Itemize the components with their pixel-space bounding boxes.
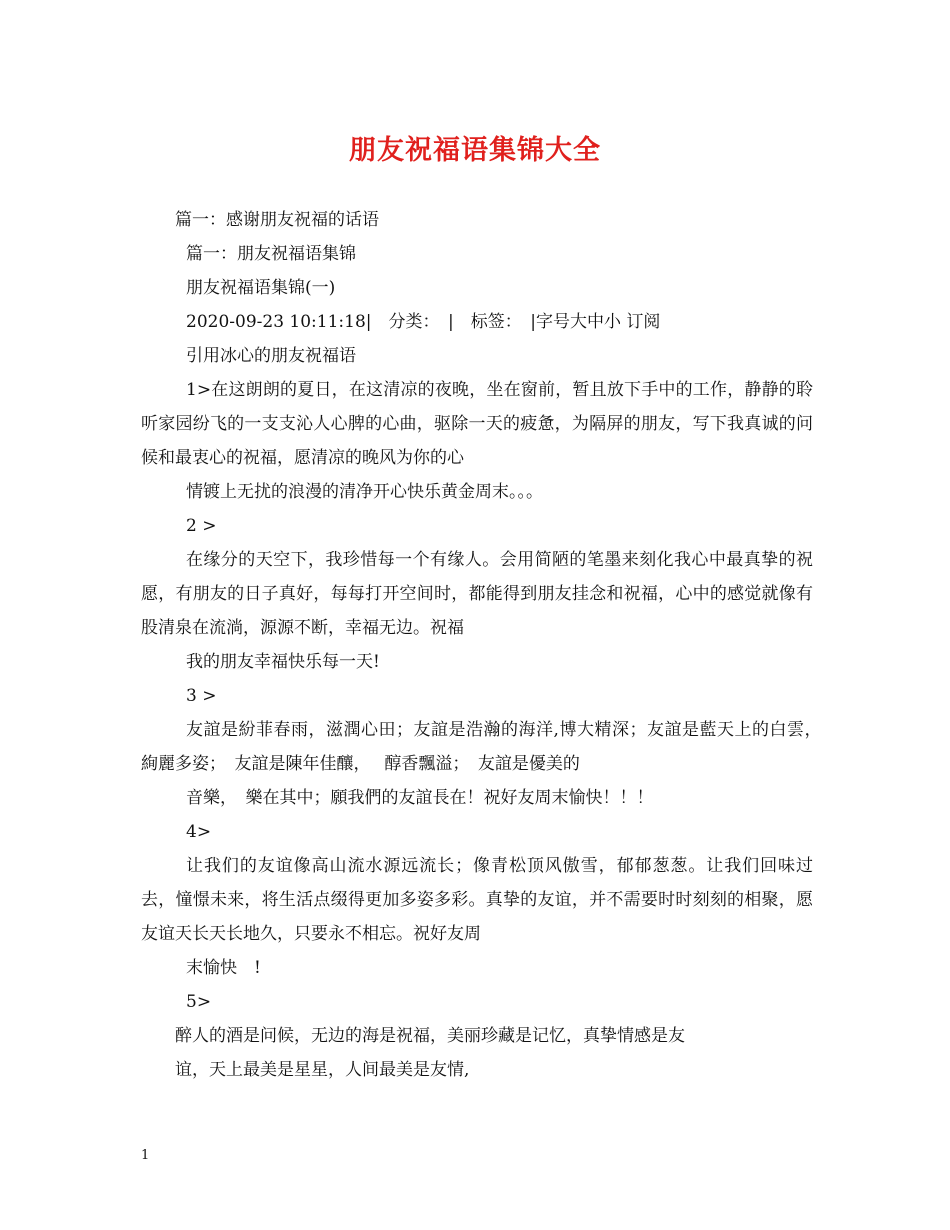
item-number-3: 3 > [186, 686, 217, 706]
paragraph-5-line-2: 谊，天上最美是星星，人间最美是友情, [175, 1060, 470, 1080]
paragraph-1: 1>在这朗朗的夏日，在这清凉的夜晚，坐在窗前，暂且放下手中的工作，静静的聆听家园纷飞的一支支沁人心脾的心曲，驱除一天的疲惫，为隔屏的朋友，写下我真诚的问候和最衷心的祝福，愿清凉的晚风为你的心 [141, 380, 813, 468]
paragraph-4-end: 末愉快 ! [186, 958, 261, 978]
post-meta-line: 2020-09-23 10:11:18| 分类： | 标签： |字号大中小 订阅 [186, 312, 661, 332]
paragraph-1-end: 情镀上无扰的浪漫的清净开心快乐黄金周末。。。 [186, 482, 543, 502]
paragraph-4: 让我们的友谊像高山流水源远流长；像青松顶风傲雪，郁郁葱葱。让我们回味过去，憧憬未来，将生活点缀得更加多姿多彩。真挚的友谊，并不需要时时刻刻的相聚，愿友谊天长天长地久，只要永不相忘。祝好友周 [141, 856, 813, 944]
collection-heading: 朋友祝福语集锦(一) [186, 278, 336, 298]
page-number: 1 [141, 1148, 150, 1163]
paragraph-2: 在缘分的天空下，我珍惜每一个有缘人。会用简陋的笔墨来刻化我心中最真挚的祝愿，有朋友的日子真好，每每打开空间时，都能得到朋友挂念和祝福，心中的感觉就像有股清泉在流淌，源源不断，幸福无边。祝福 [141, 550, 813, 638]
document-title: 朋友祝福语集锦大全 [349, 135, 601, 166]
paragraph-3-end: 音樂， 樂在其中；願我們的友誼長在！祝好友周末愉快！！！ [186, 788, 654, 808]
item-number-4: 4> [186, 822, 212, 842]
paragraph-3: 友誼是紛菲春雨，滋潤心田；友誼是浩瀚的海洋,博大精深；友誼是藍天上的白雲， 絢麗多姿； 友誼是陳年佳釀， 醇香飄溢； 友誼是優美的 [141, 720, 830, 774]
item-number-5: 5> [186, 992, 212, 1012]
document-body [141, 203, 830, 1087]
paragraph-5-line-1: 醉人的酒是问候，无边的海是祝福，美丽珍藏是记忆，真挚情感是友 [175, 1026, 685, 1046]
paragraph-2-end: 我的朋友幸福快乐每一天! [186, 652, 380, 672]
item-number-2: 2 > [186, 516, 217, 536]
quote-source: 引用冰心的朋友祝福语 [186, 346, 356, 366]
subsection-heading: 篇一：朋友祝福语集锦 [186, 244, 356, 264]
section-heading: 篇一：感谢朋友祝福的话语 [175, 210, 379, 230]
